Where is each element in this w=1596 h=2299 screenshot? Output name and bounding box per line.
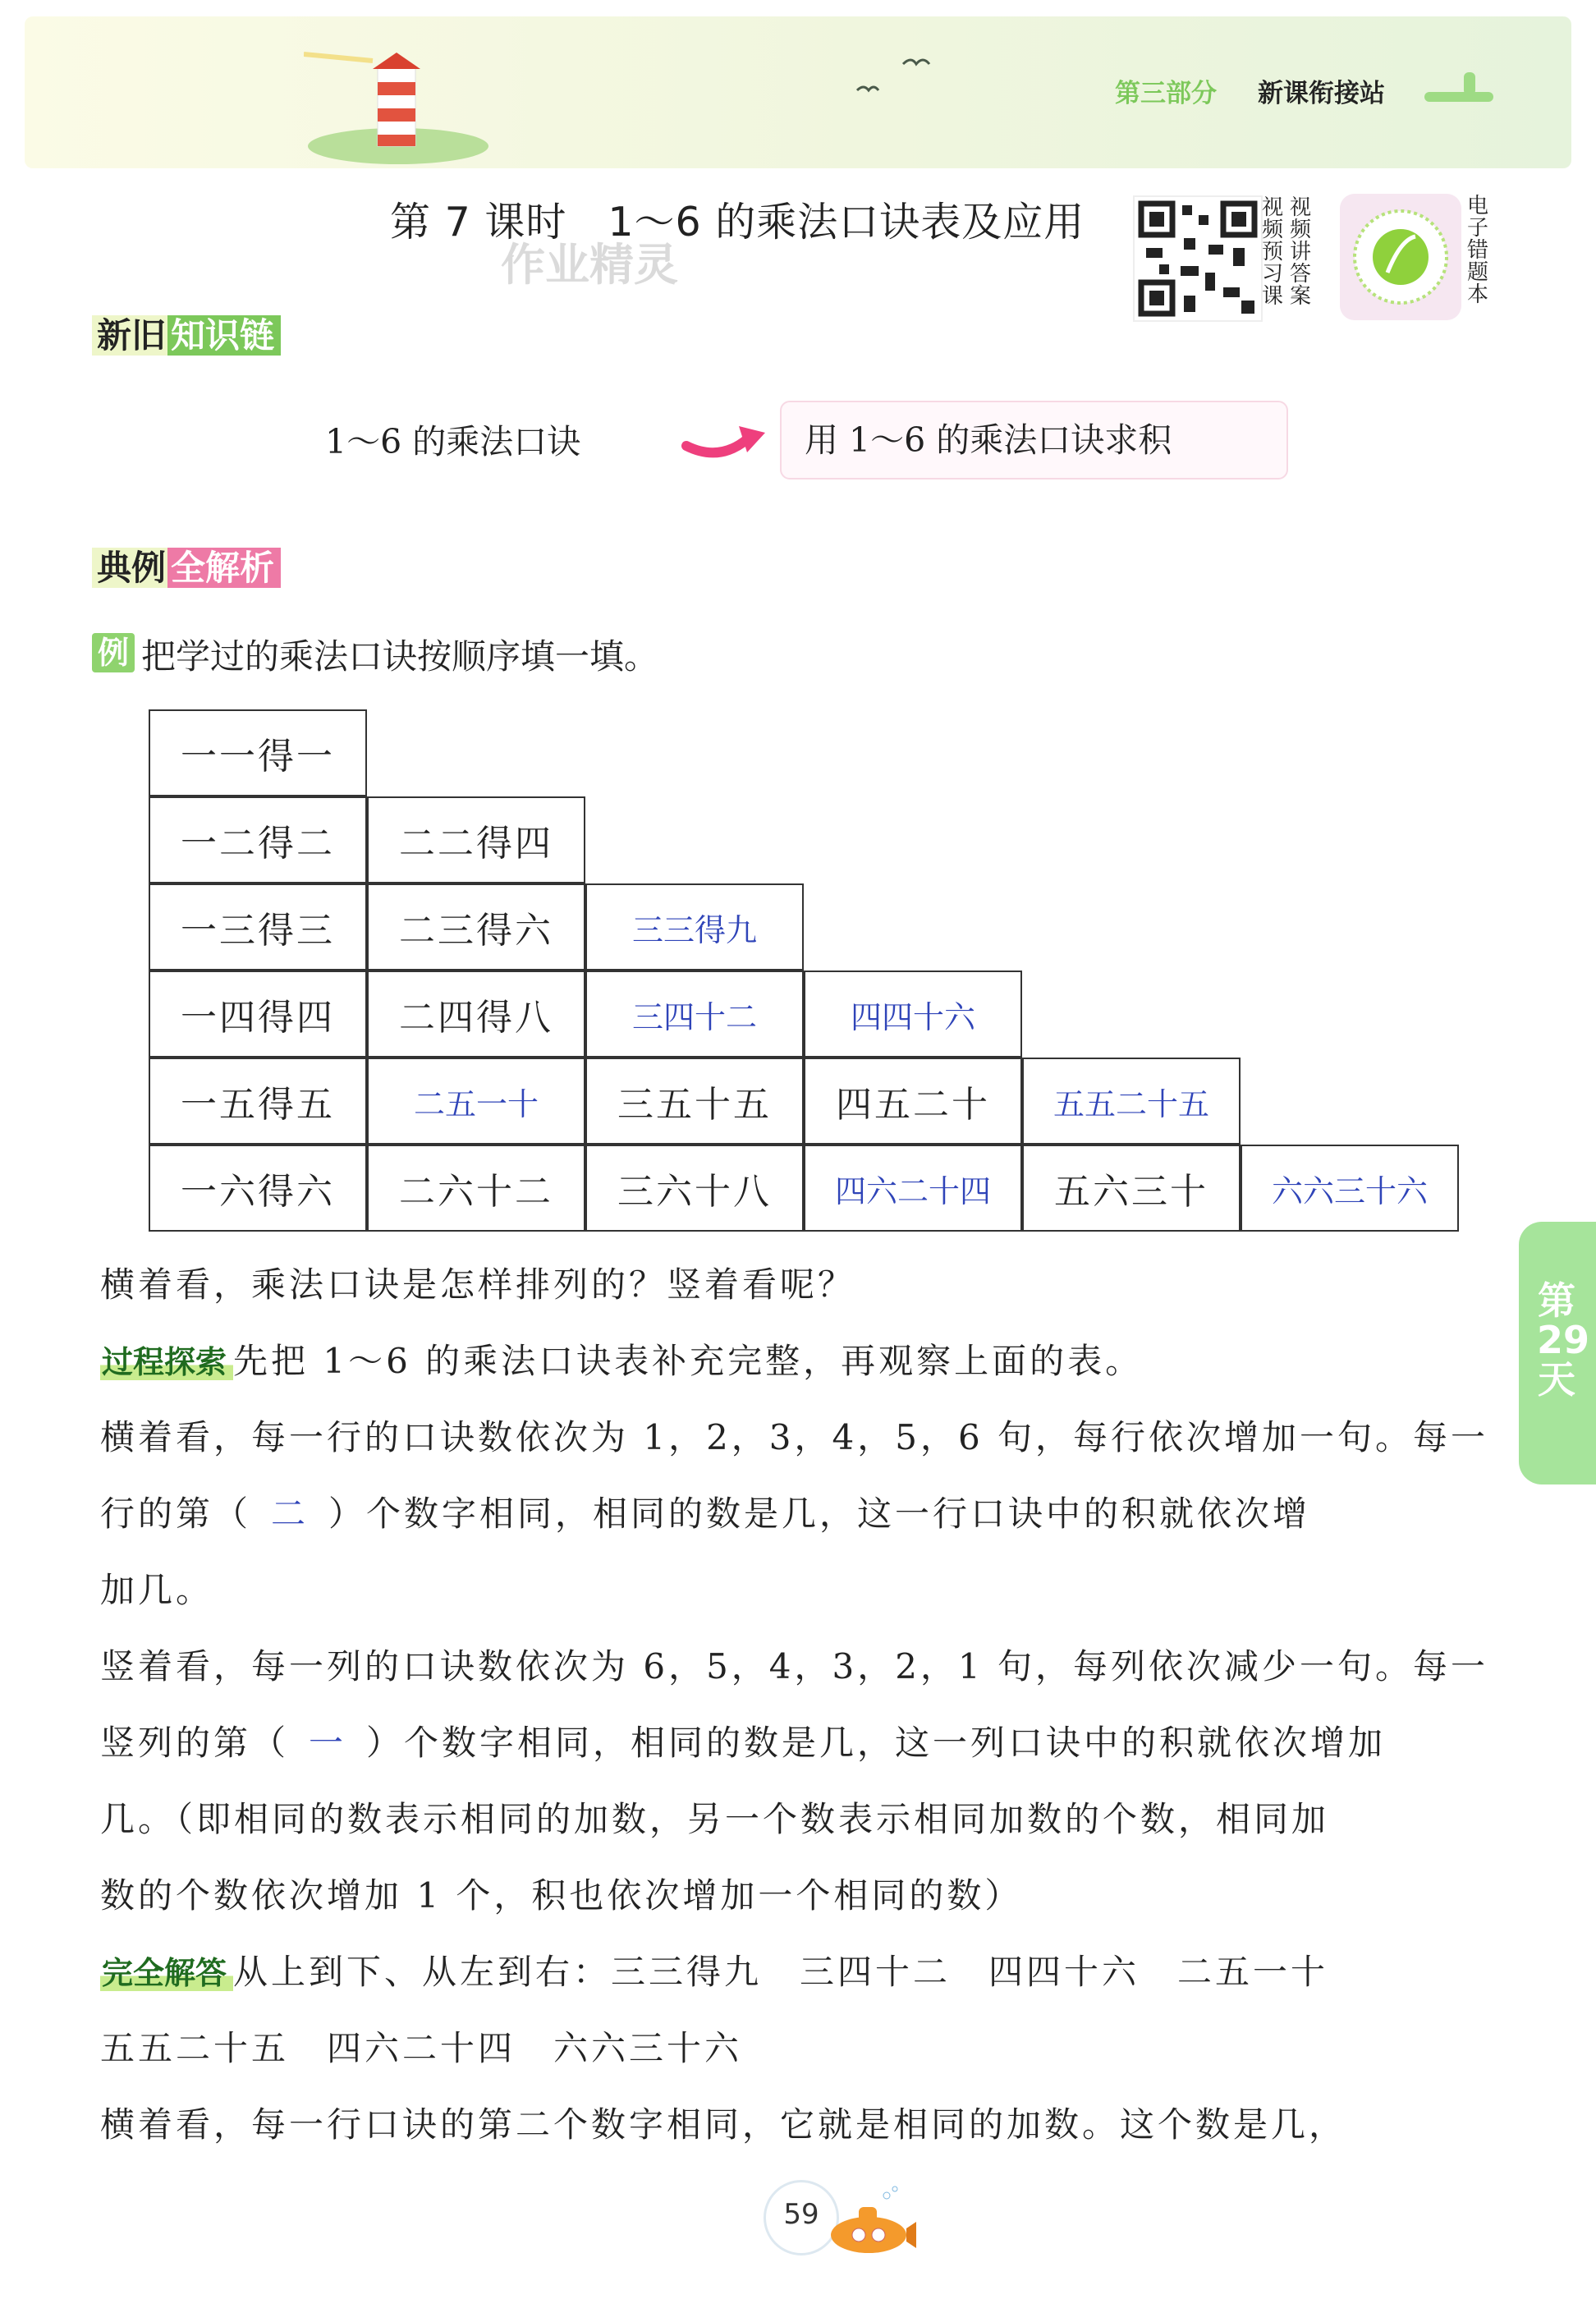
table-cell: 一二得二 — [149, 796, 367, 883]
process-line-2: 横着看，每一行的口诀数依次为 1，2，3，4，5，6 句，每行依次增加一句。每一 — [100, 1417, 1489, 1457]
table-cell: 一六得六 — [149, 1145, 367, 1232]
lesson-title: 第 7 课时 1～6 的乘法口诀表及应用 — [390, 199, 1085, 246]
process-line-6: 竖列的第（ 一 ）个数字相同，相同的数是几，这一列口诀中的积就依次增加 — [100, 1723, 1387, 1763]
section-label: 第三部分 — [1115, 79, 1217, 108]
chain-from-text: 1～6 的乘法口诀 — [325, 422, 581, 461]
qr-code-icon[interactable] — [1133, 195, 1263, 322]
process-line-1: 过程探索 先把 1～6 的乘法口诀表补充完整，再观察上面的表。 — [102, 1341, 1144, 1381]
table-cell: 二五一十 — [367, 1058, 585, 1145]
answer-line-1: 完全解答 从上到下、从左到右：三三得九 三四十二 四四十六 二五一十 — [102, 1952, 1329, 1992]
process-line-4: 加几。 — [100, 1570, 214, 1610]
watermark: 作业精灵 — [501, 239, 678, 291]
table-cell: 五六三十 — [1022, 1145, 1241, 1232]
table-cell: 二六十二 — [367, 1145, 585, 1232]
answer-blank: 一 — [309, 1723, 347, 1763]
table-cell: 四四十六 — [804, 971, 1022, 1058]
table-cell: 三四十二 — [585, 971, 804, 1058]
table-cell: 三三得九 — [585, 883, 804, 971]
section-tag-knowledge-chain: 新旧 知识链 — [92, 312, 281, 360]
day-side-tab-label: 第29天 — [1537, 1278, 1590, 1402]
section-name: 新课衔接站 — [1258, 79, 1385, 108]
ebook-icon[interactable] — [1340, 194, 1461, 320]
ebook-label: 电 子 错 题 本 — [1466, 194, 1488, 307]
table-cell: 六六三十六 — [1241, 1145, 1459, 1232]
example-text: 把学过的乘法口诀按顺序填一填。 — [141, 636, 659, 677]
process-label: 过程探索 — [100, 1344, 233, 1380]
process-line-3: 行的第（ 二 ）个数字相同，相同的数是几，这一行口诀中的积就依次增 — [100, 1494, 1311, 1534]
page-number: 59 — [783, 2198, 819, 2231]
submarine-icon — [828, 2184, 918, 2258]
table-cell: 二二得四 — [367, 796, 585, 883]
process-line-5: 竖着看，每一列的口诀数依次为 6，5，4，3，2，1 句，每列依次减少一句。每一 — [100, 1646, 1489, 1686]
table-cell: 一五得五 — [149, 1058, 367, 1145]
table-cell: 一四得四 — [149, 971, 367, 1058]
table-cell: 五五二十五 — [1022, 1058, 1241, 1145]
table-cell: 三六十八 — [585, 1145, 804, 1232]
question-text: 横着看，乘法口诀是怎样排列的？竖着看呢？ — [100, 1264, 856, 1305]
answer-line-3: 横着看，每一行口诀的第二个数字相同，它就是相同的加数。这个数是几， — [100, 2104, 1347, 2145]
table-cell: 一三得三 — [149, 883, 367, 971]
decoration-icon — [1424, 69, 1493, 105]
table-cell: 四六二十四 — [804, 1145, 1022, 1232]
process-line-7: 几。（即相同的数表示相同的加数，另一个数表示相同加数的个数，相同加 — [100, 1799, 1330, 1839]
answer-line-2: 五五二十五 四六二十四 六六三十六 — [100, 2028, 743, 2068]
answer-blank: 二 — [271, 1494, 310, 1534]
lighthouse-illustration — [304, 49, 493, 164]
arrow-right-icon — [681, 415, 768, 464]
example-mark: 例 — [92, 633, 135, 672]
table-cell: 四五二十 — [804, 1058, 1022, 1145]
chain-to-text: 用 1～6 的乘法口诀求积 — [805, 420, 1172, 460]
answer-label: 完全解答 — [100, 1955, 233, 1991]
table-cell: 二四得八 — [367, 971, 585, 1058]
table-cell: 二三得六 — [367, 883, 585, 971]
birds-icon — [854, 53, 936, 102]
section-tag-example: 典例 全解析 — [92, 544, 281, 592]
table-cell: 一一得一 — [149, 709, 367, 796]
qr-label-answer: 视 频 讲 答 案 — [1289, 195, 1311, 309]
process-line-8: 数的个数依次增加 1 个，积也依次增加一个相同的数） — [100, 1875, 1023, 1916]
table-cell: 三五十五 — [585, 1058, 804, 1145]
qr-label-preview: 视 频 预 习 课 — [1261, 195, 1283, 309]
